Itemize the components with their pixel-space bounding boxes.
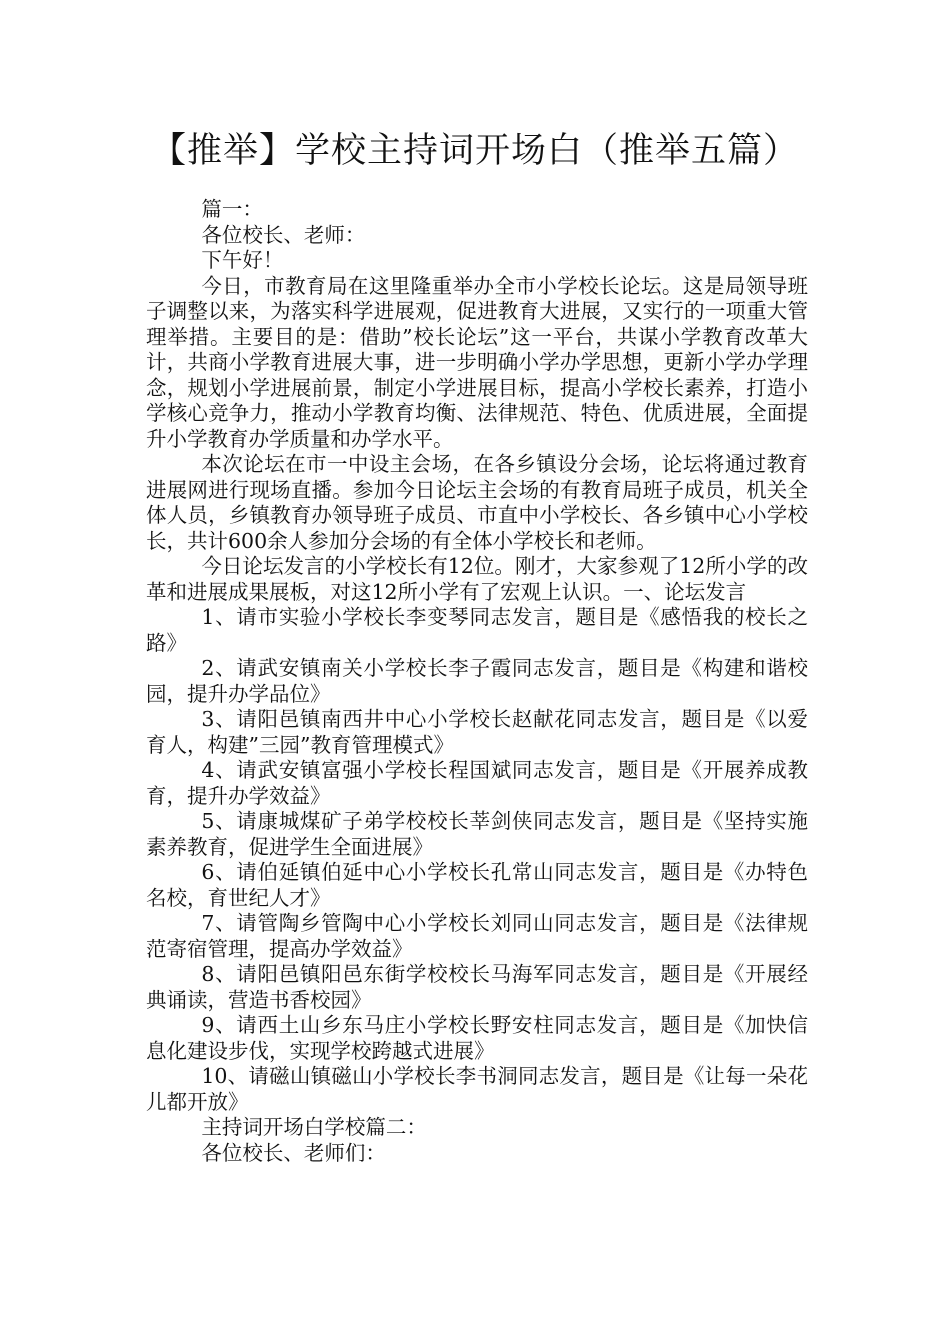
paragraph: 各位校长、老师： xyxy=(201,222,366,247)
paragraph: 7、请管陶乡管陶中心小学校长刘同山同志发言，题目是《法律规范寄宿管理，提高办学效益》 xyxy=(146,911,808,961)
paragraph: 各位校长、老师们： xyxy=(201,1140,386,1165)
paragraph: 1、请市实验小学校长李变琴同志发言，题目是《感悟我的校长之路》 xyxy=(146,605,808,655)
paragraph: 8、请阳邑镇阳邑东街学校校长马海军同志发言，题目是《开展经典诵读，营造书香校园》 xyxy=(146,962,808,1012)
paragraph: 下午好！ xyxy=(201,248,284,272)
paragraph: 今日论坛发言的小学校长有12位。刚才，大家参观了12所小学的改革和进展成果展板，对这12所小学有了宏观上认识。一、论坛发言 xyxy=(146,554,808,604)
document-body xyxy=(146,197,808,1166)
paragraph: 6、请伯延镇伯延中心小学校长孔常山同志发言，题目是《办特色名校，育世纪人才》 xyxy=(146,860,808,910)
paragraph: 今日，市教育局在这里隆重举办全市小学校长论坛。这是局领导班子调整以来，为落实科学进展观，促进教育大进展，又实行的一项重大管理举措。主要目的是：借助”校长论坛”这一平台，共谋小学教育改革大计，共商小学教育进展大事，进一步明确小学办学思想，更新小学办学理念，规划小学进展前景，制定小学进展目标，提高小学校长素养，打造小学核心竞争力，推动小学教育均衡、法律规范、特色、优质进展，全面提升小学教育办学质量和办学水平。 xyxy=(146,273,808,451)
paragraph: 主持词开场白学校篇二： xyxy=(201,1115,427,1139)
document-title: 【推举】学校主持词开场白（推举五篇） xyxy=(150,131,799,171)
paragraph: 9、请西土山乡东马庄小学校长野安柱同志发言，题目是《加快信息化建设步伐，实现学校跨越式进展》 xyxy=(146,1013,808,1063)
paragraph: 10、请磁山镇磁山小学校长李书洞同志发言，题目是《让每一朵花儿都开放》 xyxy=(146,1064,808,1114)
paragraph: 篇一： xyxy=(201,197,263,221)
paragraph: 4、请武安镇富强小学校长程国斌同志发言，题目是《开展养成教育，提升办学效益》 xyxy=(146,758,808,808)
paragraph: 5、请康城煤矿子弟学校校长莘剑侠同志发言，题目是《坚持实施素养教育，促进学生全面进展》 xyxy=(146,809,808,859)
paragraph: 2、请武安镇南关小学校长李子霞同志发言，题目是《构建和谐校园，提升办学品位》 xyxy=(146,656,808,706)
paragraph: 3、请阳邑镇南西井中心小学校长赵献花同志发言，题目是《以爱育人，构建”三园”教育管理模式》 xyxy=(146,707,808,757)
paragraph: 本次论坛在市一中设主会场，在各乡镇设分会场，论坛将通过教育进展网进行现场直播。参加今日论坛主会场的有教育局班子成员，机关全体人员，乡镇教育办领导班子成员、市直中小学校长、各乡镇中心小学校长，共计600余人参加分会场的有全体小学校长和老师。 xyxy=(146,452,808,553)
